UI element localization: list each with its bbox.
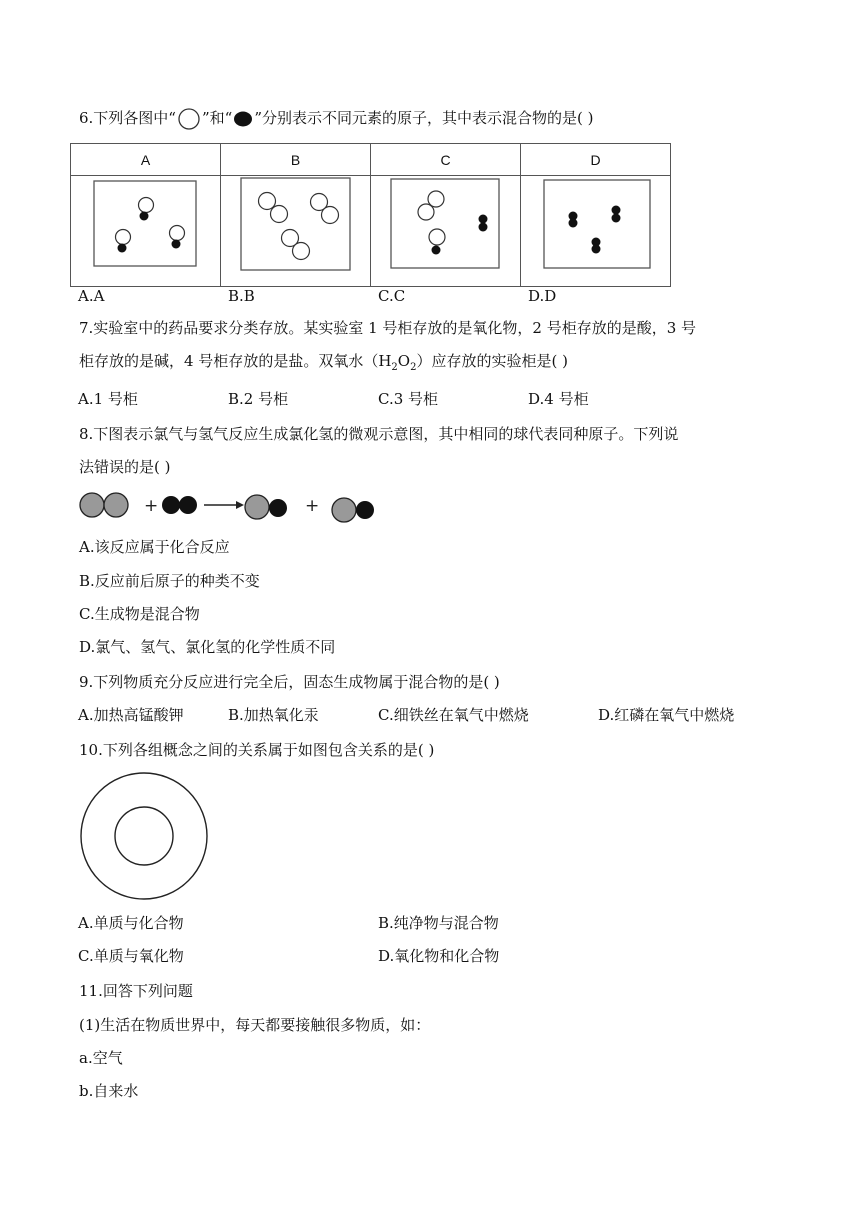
q7-stem-line1: 7.实验室中的药品要求分类存放。某实验室 1 号柜存放的是氧化物，2 号柜存放的是酸，3 号 — [79, 319, 697, 337]
q7-option-c[interactable]: C.3 号柜 — [378, 390, 439, 408]
q7-option-b[interactable]: B.2 号柜 — [228, 390, 289, 408]
q9-option-d[interactable]: D.红磷在氧气中燃烧 — [598, 706, 735, 724]
q6-option-table — [70, 143, 671, 287]
q11-item-a: a.空气 — [79, 1049, 123, 1067]
q10-option-c[interactable]: C.单质与氧化物 — [78, 947, 184, 965]
q7-option-d[interactable]: D.4 号柜 — [528, 390, 589, 408]
q6-diagram-d — [521, 176, 670, 283]
q10-option-b[interactable]: B.纯净物与混合物 — [378, 914, 499, 932]
q11-sub1: (1)生活在物质世界中，每天都要接触很多物质，如： — [79, 1016, 431, 1034]
q6-header-d: D — [521, 144, 671, 176]
q6-stem-suffix: ”分别表示不同元素的原子，其中表示混合物的是( ) — [254, 109, 594, 127]
q8-option-b[interactable]: B.反应前后原子的种类不变 — [79, 572, 260, 590]
q6-stem-prefix: 6.下列各图中“ — [79, 109, 176, 127]
q7-option-a[interactable]: A.1 号柜 — [78, 390, 138, 408]
q6-stem — [79, 108, 593, 130]
q8-option-c[interactable]: C.生成物是混合物 — [79, 605, 200, 623]
black-atom-icon — [232, 110, 254, 128]
q8-option-a[interactable]: A.该反应属于化合反应 — [79, 538, 230, 556]
q7-formula: $H_2O_2$ — [378, 352, 417, 373]
q8-plus-2: + — [305, 496, 320, 516]
q10-option-d[interactable]: D.氧化物和化合物 — [378, 947, 500, 965]
q7-line2-suffix: ）应存放的实验柜是( ) — [416, 352, 568, 370]
q6-option-b[interactable]: B.B — [228, 287, 255, 305]
q10-stem: 10.下列各组概念之间的关系属于如图包含关系的是( ) — [79, 741, 435, 759]
q8-stem-line1: 8.下图表示氯气与氢气反应生成氯化氢的微观示意图，其中相同的球代表同种原子。下列说 — [79, 425, 679, 443]
q11-title: 11.回答下列问题 — [79, 982, 193, 1000]
q8-reaction-diagram — [76, 488, 386, 526]
q6-diagram-a — [71, 176, 220, 283]
q8-plus-1: + — [144, 496, 159, 516]
q6-option-c[interactable]: C.C — [378, 287, 406, 305]
q6-option-d[interactable]: D.D — [528, 287, 557, 305]
q7-stem-line2 — [79, 351, 568, 378]
q9-option-c[interactable]: C.细铁丝在氧气中燃烧 — [378, 706, 529, 724]
q9-option-a[interactable]: A.加热高锰酸钾 — [78, 706, 184, 724]
q6-stem-mid: ”和“ — [201, 109, 233, 127]
q11-item-b: b.自来水 — [79, 1082, 139, 1100]
q9-stem: 9.下列物质充分反应进行完全后，固态生成物属于混合物的是( ) — [79, 673, 500, 691]
q10-option-a[interactable]: A.单质与化合物 — [78, 914, 184, 932]
q10-nested-circles-diagram — [78, 772, 212, 900]
q9-option-b[interactable]: B.加热氧化汞 — [228, 706, 319, 724]
q6-diagram-b — [221, 176, 370, 283]
q8-option-d[interactable]: D.氯气、氢气、氯化氢的化学性质不同 — [79, 638, 336, 656]
q6-header-c: C — [371, 144, 521, 176]
q6-header-a: A — [71, 144, 221, 176]
q7-line2-prefix: 柜存放的是碱，4 号柜存放的是盐。双氧水（ — [79, 352, 379, 370]
q6-diagram-c — [371, 176, 520, 283]
q6-option-a[interactable]: A.A — [78, 287, 105, 305]
white-atom-icon — [176, 108, 202, 130]
q6-header-b: B — [221, 144, 371, 176]
q8-stem-line2: 法错误的是( ) — [79, 458, 171, 476]
